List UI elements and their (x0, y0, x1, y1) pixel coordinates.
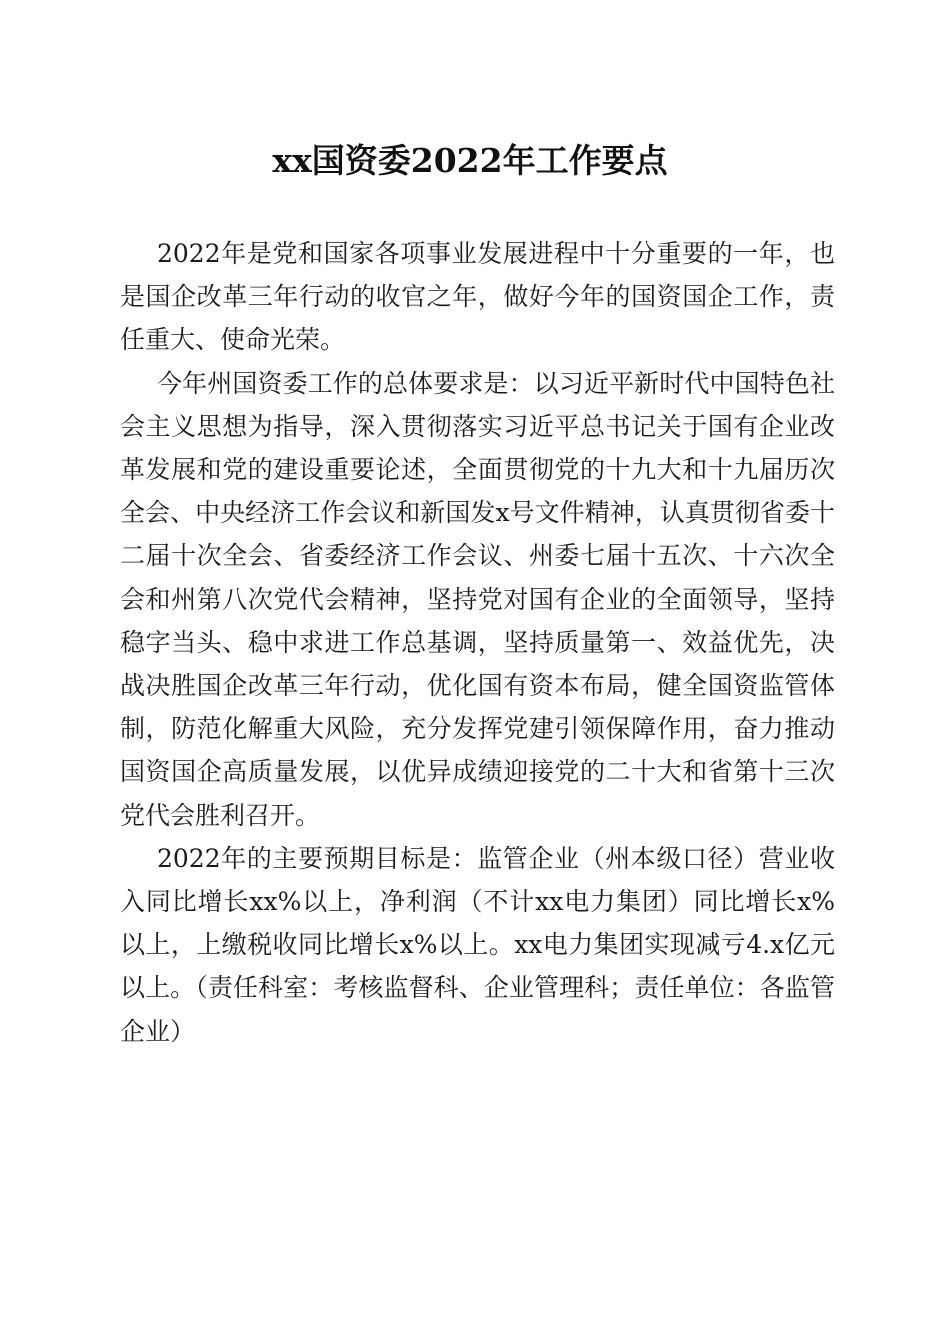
document-title: xx国资委2022年工作要点 (272, 141, 668, 180)
document-body (120, 232, 835, 1053)
paragraph-intro: 2022年是党和国家各项事业发展进程中十分重要的一年，也是国企改革三年行动的收官之年，做好今年的国资国企工作，责任重大、使命光荣。 (120, 239, 835, 355)
paragraph-general-requirements: 今年州国资委工作的总体要求是：以习近平新时代中国特色社会主义思想为指导，深入贯彻落实习近平总书记关于国有企业改革发展和党的建设重要论述，全面贯彻党的十九大和十九届历次全会、中央经济工作会议和新国发x号文件精神，认真贯彻省委十二届十次全会、省委经济工作会议、州委七届十五次、十六次全会和州第八次党代会精神，坚持党对国有企业的全面领导，坚持稳字当头、稳中求进工作总基调，坚持质量第一、效益优先，决战决胜国企改革三年行动，优化国有资本布局，健全国资监管体制，防范化解重大风险，充分发挥党建引领保障作用，奋力推动国资国企高质量发展，以优异成绩迎接党的二十大和省第十三次党代会胜利召开。 (120, 368, 835, 830)
paragraph-expected-targets: 2022年的主要预期目标是：监管企业（州本级口径）营业收入同比增长xx%以上，净利润（不计xx电力集团）同比增长x%以上，上缴税收同比增长x%以上。xx电力集团实现减亏4.x亿元以上。（责任科室：考核监督科、企业管理科；责任单位：各监管企业） (120, 843, 835, 1046)
